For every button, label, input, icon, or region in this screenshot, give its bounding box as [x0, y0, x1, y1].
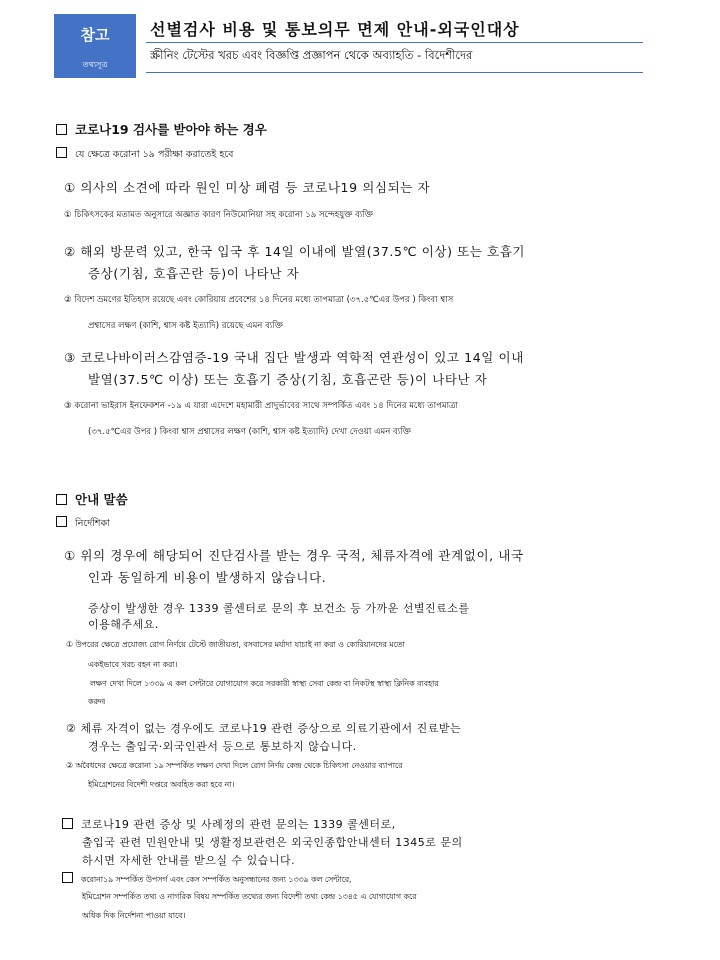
- s1-item3-ko-line2: 발열(37.5℃ 이상) 또는 호흡기 증상(기침, 호흡곤란 등)이 나타난 자: [88, 372, 488, 387]
- s2-note-ko-line2: 이용해주세요.: [88, 618, 159, 631]
- s2-item1-ko-line1: ① 위의 경우에 해당되어 진단검사를 받는 경우 국적, 체류자격에 관계없이, 내국: [64, 548, 524, 563]
- badge-label-bn: তথ্যসূত্র: [82, 60, 108, 69]
- title-divider-bottom: [146, 72, 643, 73]
- title-divider: [146, 42, 643, 43]
- s1-item1-ko: ① 의사의 소견에 따라 원인 미상 폐렴 등 코로나19 의심되는 자: [64, 180, 431, 195]
- s1-item1-bn: ① চিকিৎসকের মতামত অনুসারে অজ্ঞাত কারণ নিউমোনিয়া সহ করোনা ১৯ সন্দেহযুক্ত ব্যক্তি: [64, 210, 373, 220]
- s3-ko-line1: 코로나19 관련 증상 및 사례정의 관련 문의는 1339 콜센터로,: [62, 816, 396, 832]
- s2-note-bn-line1: লক্ষণ দেখা দিলে ১৩৩৯ এ কল সেন্টারে যোগাযোগ করে সরকারী স্বাস্থ্য সেবা কেন্দ্র বা নিকটস্থ স্বাস্থ্য ক্লিনিক ব্যবহার: [90, 679, 439, 688]
- s1-item2-bn-line2: প্রশ্বাসের লক্ষণ (কাশি, শ্বাস কষ্ট ইত্যাদি) রয়েছে এমন ব্যক্তি: [88, 321, 283, 331]
- section2-heading-bn: নির্দেশিকা: [56, 516, 110, 532]
- s1-item2-ko-line2: 증상(기침, 호흡곤란 등)이 나타난 자: [88, 266, 300, 281]
- s1-item3-ko-line1: ③ 코로나바이러스감염증-19 국내 집단 발생과 역학적 연관성이 있고 14일 이내: [64, 350, 524, 365]
- s2-note-ko-line1: 증상이 발생한 경우 1339 콜센터로 문의 후 보건소 등 가까운 선별진료소를: [88, 602, 470, 615]
- reference-badge: [54, 14, 136, 78]
- s3-bn-line2: ইমিগ্রেশন সম্পর্কিত তথ্য ও নাগরিক বিষয় সম্পর্কিত তথ্যের জন্য বিদেশী তথ্য কেন্দ্র ১৩৪৫ এ যোগাযোগ করে: [82, 892, 417, 901]
- s2-item2-ko-line2: 경우는 출입국·외국인관서 등으로 통보하지 않습니다.: [88, 740, 357, 753]
- s1-item2-bn-line1: ② বিদেশ ভ্রমণের ইতিহাস রয়েছে এবং কোরিয়ায় প্রবেশের ১৪ দিনের মধ্যে তাপমাত্রা (৩৭.৫℃এর উপর ) কিংবা শ্বাস: [64, 295, 454, 305]
- s2-item1-bn-line1: ① উপরের ক্ষেত্রে প্রযোজ্য রোগ নির্ণয়ে টেস্টে জাতীয়তা, বসবাসের মর্যাদা যাচাই না করা ও কোরিয়ানদের মতো: [66, 640, 405, 649]
- s3-ko-line2: 출입국 관련 민원안내 및 생활정보관련은 외국인종합안내센터 1345로 문의: [82, 836, 463, 849]
- s3-bn-line1: করোনা১৯ সম্পর্কিত উপসর্গ এবং কেস সম্পর্কিত অনুসন্ধানের জন্য ১৩৩৯ কল সেন্টারে,: [62, 872, 352, 887]
- s2-item2-bn-line2: ইমিগ্রেশনের বিদেশী দপ্তরে অবহিত করা হবে না।: [88, 780, 235, 789]
- s1-item3-bn-line2: (৩৭.৫℃এর উপর ) কিংবা শ্বাস প্রশ্বাসের লক্ষণ (কাশি, শ্বাস কষ্ট ইত্যাদি) দেখা দেওয়া এমন ব্যক্তি: [88, 427, 411, 437]
- s2-item2-bn-line1: ② অবৈধদের ক্ষেত্রে করোনা ১৯ সম্পর্কিত লক্ষণ দেখা দিলে রোগ নির্ণয় কেন্দ্র থেকে চিকিৎসা নেওয়ার ব্যাপারে: [66, 761, 403, 770]
- s3-bn-line3: অধিক দিক নির্দেশনা পাওয়া যাবে।: [82, 911, 186, 920]
- section2-heading-ko: 안내 말씀: [56, 490, 128, 508]
- s3-ko-line3: 하시면 자세한 안내를 받으실 수 있습니다.: [82, 854, 296, 867]
- section1-heading-bn: যে ক্ষেত্রে করোনা ১৯ পরীক্ষা করাতেই হবে: [56, 147, 233, 163]
- s2-item1-bn-line2: একইভাবে খরচ বহন না করা।: [88, 660, 178, 669]
- s2-item1-ko-line2: 인과 동일하게 비용이 발생하지 않습니다.: [88, 570, 327, 585]
- s2-note-bn-line2: করুন৷: [88, 697, 106, 706]
- badge-label-ko: 참고: [80, 26, 110, 44]
- section1-heading-ko: 코로나19 검사를 받아야 하는 경우: [56, 120, 267, 138]
- page-title-bn: স্ক্রীনিং টেস্টের খরচ এবং বিজ্ঞপ্তি প্রজ্ঞাপন থেকে অব্যাহতি - বিদেশীদের: [150, 48, 473, 62]
- s1-item3-bn-line1: ③ করোনা ভাইরাস ইনফেকশন -১৯ এ যারা এদেশে মহামারী প্রাদুর্ভাবের সাথে সম্পর্কিত এবং ১৪ দিনের মধ্যে তাপমাত্রা: [64, 401, 458, 411]
- page-title-ko: 선별검사 비용 및 통보의무 면제 안내-외국인대상: [150, 20, 520, 39]
- s2-item2-ko-line1: ② 체류 자격이 없는 경우에도 코로나19 관련 증상으로 의료기관에서 진료받는: [66, 722, 462, 735]
- s1-item2-ko-line1: ② 해외 방문력 있고, 한국 입국 후 14일 이내에 발열(37.5℃ 이상) 또는 호흡기: [64, 244, 526, 259]
